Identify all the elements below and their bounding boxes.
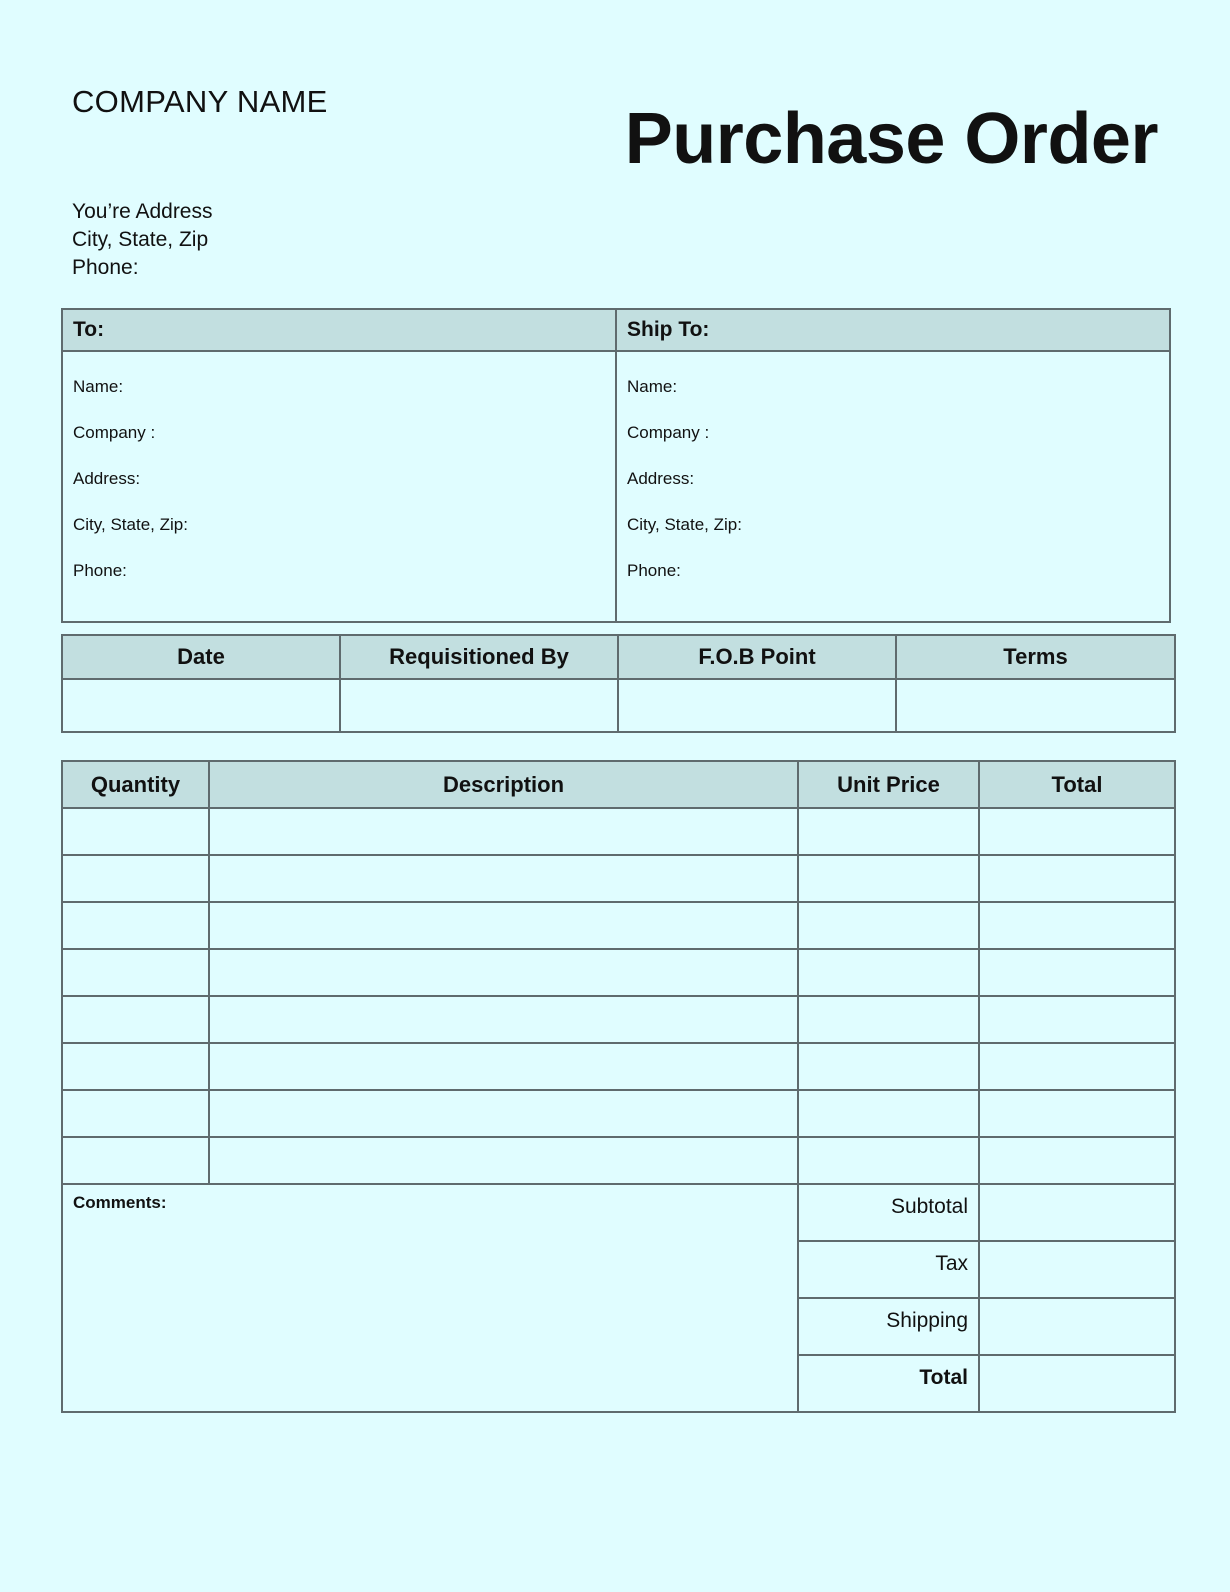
terms-cell[interactable] <box>896 679 1175 732</box>
ship-phone-label: Phone: <box>627 561 681 580</box>
to-address-label: Address: <box>73 469 141 488</box>
quantity-cell[interactable] <box>62 949 209 996</box>
total-cell[interactable] <box>979 1090 1175 1137</box>
order-info-table <box>61 634 1176 733</box>
tax-label: Tax <box>798 1241 979 1298</box>
to-phone-label: Phone: <box>73 561 127 580</box>
to-fields[interactable] <box>62 351 616 622</box>
unit-price-header: Unit Price <box>798 761 979 808</box>
terms-header: Terms <box>896 635 1175 679</box>
table-row <box>62 1043 1175 1090</box>
ship-name-label: Name: <box>627 377 678 396</box>
fob-point-header: F.O.B Point <box>618 635 896 679</box>
requisitioned-by-cell[interactable] <box>340 679 618 732</box>
shipping-value[interactable] <box>979 1298 1175 1355</box>
subtotal-label: Subtotal <box>798 1184 979 1241</box>
ship-address-label: Address: <box>627 469 695 488</box>
unit-price-cell[interactable] <box>798 1043 979 1090</box>
shipping-label: Shipping <box>798 1298 979 1355</box>
total-cell[interactable] <box>979 808 1175 855</box>
quantity-cell[interactable] <box>62 996 209 1043</box>
tax-value[interactable] <box>979 1241 1175 1298</box>
to-heading: To: <box>62 309 616 351</box>
line-items-table <box>61 760 1176 1413</box>
table-row <box>62 855 1175 902</box>
quantity-cell[interactable] <box>62 855 209 902</box>
total-cell[interactable] <box>979 855 1175 902</box>
table-row <box>62 1090 1175 1137</box>
description-cell[interactable] <box>209 1043 798 1090</box>
description-cell[interactable] <box>209 949 798 996</box>
quantity-cell[interactable] <box>62 902 209 949</box>
table-row <box>62 1137 1175 1184</box>
party-table <box>61 308 1171 623</box>
total-header: Total <box>979 761 1175 808</box>
unit-price-cell[interactable] <box>798 1137 979 1184</box>
table-row <box>62 996 1175 1043</box>
quantity-cell[interactable] <box>62 1043 209 1090</box>
fob-point-cell[interactable] <box>618 679 896 732</box>
description-cell[interactable] <box>209 996 798 1043</box>
table-row <box>62 808 1175 855</box>
to-company-label: Company : <box>73 423 156 442</box>
ship-to-fields[interactable] <box>616 351 1170 622</box>
description-cell[interactable] <box>209 855 798 902</box>
to-name-label: Name: <box>73 377 124 396</box>
unit-price-cell[interactable] <box>798 1090 979 1137</box>
grand-total-label: Total <box>798 1355 979 1412</box>
ship-to-heading: Ship To: <box>616 309 1170 351</box>
description-cell[interactable] <box>209 902 798 949</box>
subtotal-value[interactable] <box>979 1184 1175 1241</box>
city-state-zip-line: City, State, Zip <box>72 228 209 251</box>
total-cell[interactable] <box>979 949 1175 996</box>
description-header: Description <box>209 761 798 808</box>
quantity-cell[interactable] <box>62 1090 209 1137</box>
description-cell[interactable] <box>209 1090 798 1137</box>
quantity-cell[interactable] <box>62 1137 209 1184</box>
date-header: Date <box>62 635 340 679</box>
total-cell[interactable] <box>979 902 1175 949</box>
sender-address <box>72 198 213 282</box>
description-cell[interactable] <box>209 1137 798 1184</box>
unit-price-cell[interactable] <box>798 949 979 996</box>
grand-total-value[interactable] <box>979 1355 1175 1412</box>
company-name: COMPANY NAME <box>72 84 328 119</box>
description-cell[interactable] <box>209 808 798 855</box>
quantity-cell[interactable] <box>62 808 209 855</box>
ship-company-label: Company : <box>627 423 710 442</box>
comments-box[interactable]: Comments: <box>62 1184 798 1412</box>
unit-price-cell[interactable] <box>798 808 979 855</box>
phone-line: Phone: <box>72 256 139 279</box>
address-line: You’re Address <box>72 200 213 223</box>
page-title: Purchase Order <box>624 99 1158 179</box>
quantity-header: Quantity <box>62 761 209 808</box>
table-row <box>62 949 1175 996</box>
ship-city-label: City, State, Zip: <box>627 515 742 534</box>
unit-price-cell[interactable] <box>798 855 979 902</box>
total-cell[interactable] <box>979 1043 1175 1090</box>
date-cell[interactable] <box>62 679 340 732</box>
unit-price-cell[interactable] <box>798 902 979 949</box>
requisitioned-by-header: Requisitioned By <box>340 635 618 679</box>
total-cell[interactable] <box>979 996 1175 1043</box>
table-row <box>62 902 1175 949</box>
total-cell[interactable] <box>979 1137 1175 1184</box>
to-city-label: City, State, Zip: <box>73 515 188 534</box>
unit-price-cell[interactable] <box>798 996 979 1043</box>
